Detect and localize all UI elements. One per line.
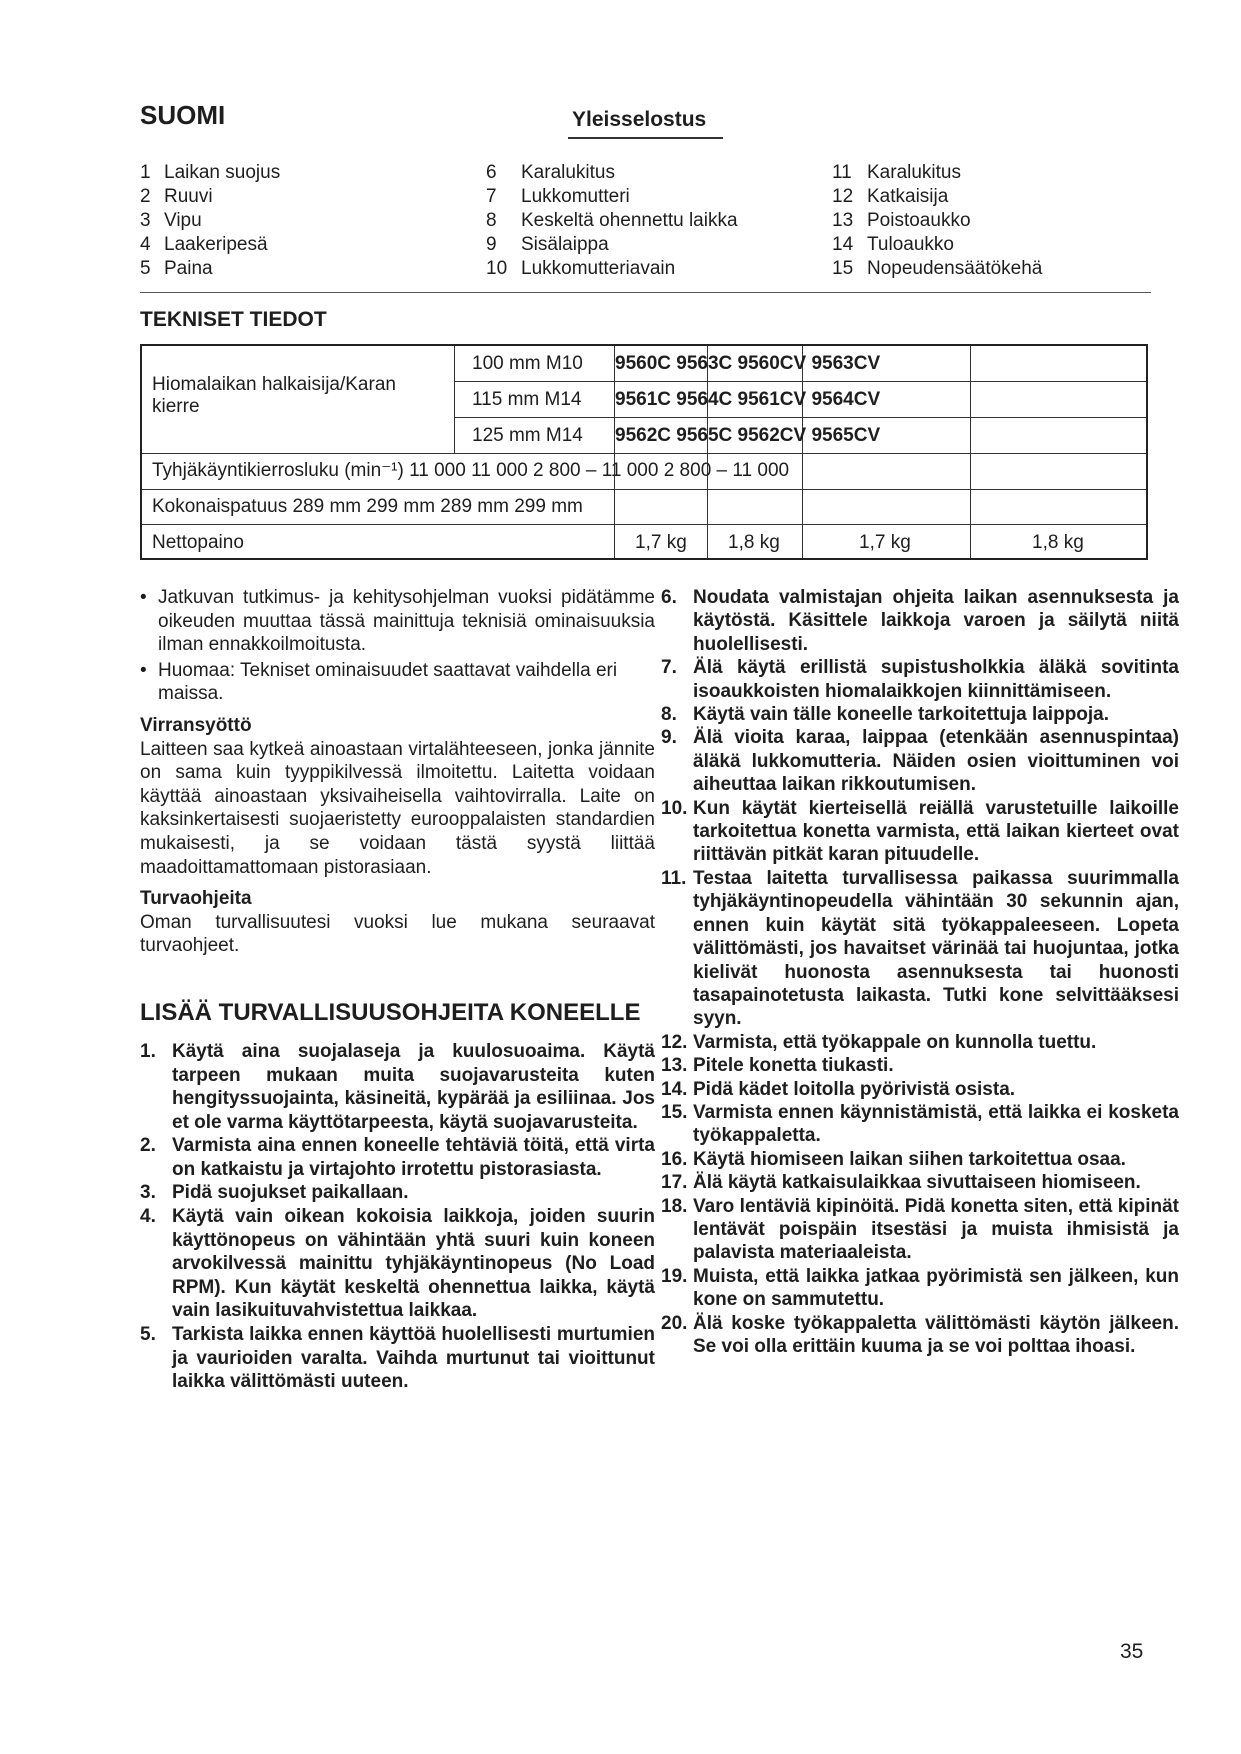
safety-title: Turvaohjeita — [140, 888, 252, 910]
overall-length-row: Kokonaispatuus 289 mm 299 mm 289 mm 299 mm — [152, 496, 583, 517]
rule-item: 6. Noudata valmistajan ohjeita laikan asennuksesta ja käytöstä. Käsittele laikkoja varoen ja säilytä niitä huolellisesti. — [661, 587, 1179, 655]
rule-item: 19. Muista, että laikka jatkaa pyörimistä sen jälkeen, kun kone on sammutettu. — [661, 1265, 1179, 1311]
specs-table — [140, 344, 1148, 560]
extra-safety-title: LISÄÄ TURVALLISUUSOHJEITA KONEELLE — [140, 998, 641, 1026]
parts-item: 15 Nopeudensäätökehä — [832, 258, 1043, 279]
parts-item: 5 Paina — [140, 258, 213, 279]
parts-list-column-1 — [140, 161, 280, 281]
language-title: SUOMI — [140, 100, 226, 130]
rule-item: 2. Varmista aina ennen koneelle tehtäviä töitä, että virta on katkaistu ja virtajohto irrotettu pistorasiasta. — [140, 1135, 655, 1180]
table-rule — [802, 346, 803, 558]
rule-item: 12. Varmista, että työkappale on kunnolla tuettu. — [661, 1031, 1097, 1053]
table-rule — [142, 489, 1146, 490]
rule-item: 13. Pitele konetta tiukasti. — [661, 1055, 894, 1077]
net-weight-value: 1,8 kg — [1032, 532, 1084, 553]
parts-item: 9 Sisälaippa — [486, 234, 609, 255]
parts-item: 10 Lukkomutteriavain — [486, 258, 676, 279]
rule-item: 16. Käytä hiomiseen laikan siihen tarkoitettua osaa. — [661, 1148, 1126, 1170]
rule-item: 4. Käytä vain oikean kokoisia laikkoja, joiden suurin käyttönopeus on vähintään yhtä suuri kuin koneen arvokilvessä mainittu tyhjäkäyntinopeus (No Load RPM). Kun käytät keskeltä ohennettua laikka, käytä vain lasikuituvahvistettua laikkaa. — [140, 1206, 655, 1322]
rule-item: 17. Älä käytä katkaisulaikkaa sivuttaiseen hiomiseen. — [661, 1172, 1141, 1194]
right-column — [661, 586, 1179, 1358]
rule-item: 18. Varo lentäviä kipinöitä. Pidä konetta siten, että kipinät lentävät poispäin itsestäsi ja muista ihmisistä ja palavista materiaaleista. — [661, 1195, 1179, 1264]
power-title: Virransyöttö — [140, 714, 252, 736]
table-rule — [454, 417, 1146, 418]
rule-item: 1. Käytä aina suojalaseja ja kuulosuoaima. Käytä tarpeen mukaan muita suojavarusteita kuten hengityssuojainta, käsineitä, kypärää ja esiliinaa. Jos et ole varma käyttötarpeesta, käytä suojavarusteita. — [140, 1040, 655, 1133]
models-115: 9561C 9564C 9561CV 9564CV — [615, 389, 881, 410]
rule-item: 14. Pidä kädet loitolla pyörivistä osista. — [661, 1078, 1016, 1100]
diameter-label: Hiomalaikan halkaisija/Karan kierre — [152, 374, 396, 417]
parts-item: 13 Poistoaukko — [832, 210, 971, 231]
left-column — [140, 586, 655, 1394]
net-weight-value: 1,7 kg — [635, 532, 687, 553]
table-rule — [970, 346, 971, 558]
parts-item: 12 Katkaisija — [832, 186, 949, 207]
parts-list-column-2 — [486, 161, 738, 281]
parts-item: 3 Vipu — [140, 210, 202, 231]
net-weight-value: 1,7 kg — [859, 532, 911, 553]
size-115: 115 mm M14 — [472, 389, 582, 410]
power-text: Laitteen saa kytkeä ainoastaan virtalähteeseen, jonka jännite on sama kuin tyyppikilvessä ilmoitettu. Laitetta voidaan käyttää ainoastaan yksivaiheisella vaihtovirralla. Laite on kaksinkertaisesti suojaeristetty eurooppalaisten standardien mukaisesti, ja se voidaan tästä syystä liittää maadoittamattomaan pistorasiaan. — [140, 738, 655, 878]
rule-item: 9. Älä vioita karaa, laippaa (etenkään asennuspintaa) äläkä lukkomutteria. Näiden osien vioittuminen voi aiheuttaa laikan rikkoutumisen. — [661, 727, 1179, 796]
safety-text: Oman turvallisuutesi vuoksi lue mukana seuraavat turvaohjeet. — [140, 911, 655, 957]
table-rule — [614, 346, 615, 558]
models-100: 9560C 9563C 9560CV 9563CV — [615, 353, 881, 374]
net-weight-label: Nettopaino — [152, 532, 244, 553]
rule-item: 8. Käytä vain tälle koneelle tarkoitettuja laippoja. — [661, 704, 1110, 726]
section-heading: Yleisselostus — [572, 108, 707, 131]
rule-item: 5. Tarkista laikka ennen käyttöä huolellisesti murtumien ja vaurioiden varalta. Vaihda murtunut tai vioittunut laikka välittömästi uuteen. — [140, 1324, 655, 1393]
models-125: 9562C 9565C 9562CV 9565CV — [615, 425, 881, 446]
size-125: 125 mm M14 — [472, 425, 583, 446]
rule-item: 11. Testaa laitetta turvallisessa paikassa suurimmalla tyhjäkäyntinopeudella vähintään 30 sekunnin ajan, ennen kuin käytät sitä työkappaleeseen. Lopeta välittömästi, jos havaitset värinää tai huojuntaa, jotka kielivät huonosta asennuksesta tai huonosti tasapainotetusta laikasta. Tutki kone selvittääksesi syyn. — [661, 867, 1179, 1030]
parts-item: 14 Tuloaukko — [832, 234, 954, 255]
page-number: 35 — [1120, 1640, 1144, 1663]
parts-item: 1 Laikan suojus — [140, 162, 281, 183]
no-load-speed-row: Tyhjäkäyntikierrosluku (min⁻¹) 11 000 11 000 2 800 – 11 000 2 800 – 11 000 — [152, 460, 790, 481]
table-rule — [454, 381, 1146, 382]
parts-item: 4 Laakeripesä — [140, 234, 268, 255]
heading-underline — [568, 137, 723, 139]
parts-item: 6 Karalukitus — [486, 162, 615, 183]
table-rule — [142, 524, 1146, 525]
table-rule — [454, 346, 455, 453]
net-weight-value: 1,8 kg — [728, 532, 780, 553]
spec-note: • Huomaa: Tekniset ominaisuudet saattavat vaihdella eri maissa. — [140, 659, 655, 706]
rule-item: 10. Kun käytät kierteisellä reiällä varustetuille laikoille tarkoitettua konetta varmista, että laikan kierteet ovat riittävän pitkät karan pituudelle. — [661, 797, 1179, 866]
table-rule — [142, 453, 1146, 454]
table-rule — [707, 346, 708, 558]
spec-note: • Jatkuvan tutkimus- ja kehitysohjelman vuoksi pidätämme oikeuden muuttaa tässä mainittuja teknisiä ominaisuuksia ilman ennakkoilmoitusta. — [140, 586, 655, 657]
parts-list-column-3 — [832, 161, 1042, 281]
rule-item: 20. Älä koske työkappaletta välittömästi käytön jälkeen. Se voi olla erittäin kuuma ja se voi polttaa ihoasi. — [661, 1312, 1179, 1357]
parts-item: 8 Keskeltä ohennettu laikka — [486, 210, 738, 231]
specs-title: TEKNISET TIEDOT — [140, 308, 327, 331]
section-divider — [140, 292, 1151, 293]
parts-item: 2 Ruuvi — [140, 186, 213, 207]
rule-item: 15. Varmista ennen käynnistämistä, että laikka ei kosketa työkappaletta. — [661, 1101, 1179, 1147]
parts-item: 7 Lukkomutteri — [486, 186, 630, 207]
size-100: 100 mm M10 — [472, 353, 583, 374]
rule-item: 7. Älä käytä erillistä supistusholkkia äläkä sovitinta isoaukkoisten hiomalaikkojen kiinnittämiseen. — [661, 657, 1179, 702]
rule-item: 3. Pidä suojukset paikallaan. — [140, 1182, 409, 1204]
parts-item: 11 Karalukitus — [832, 162, 961, 183]
